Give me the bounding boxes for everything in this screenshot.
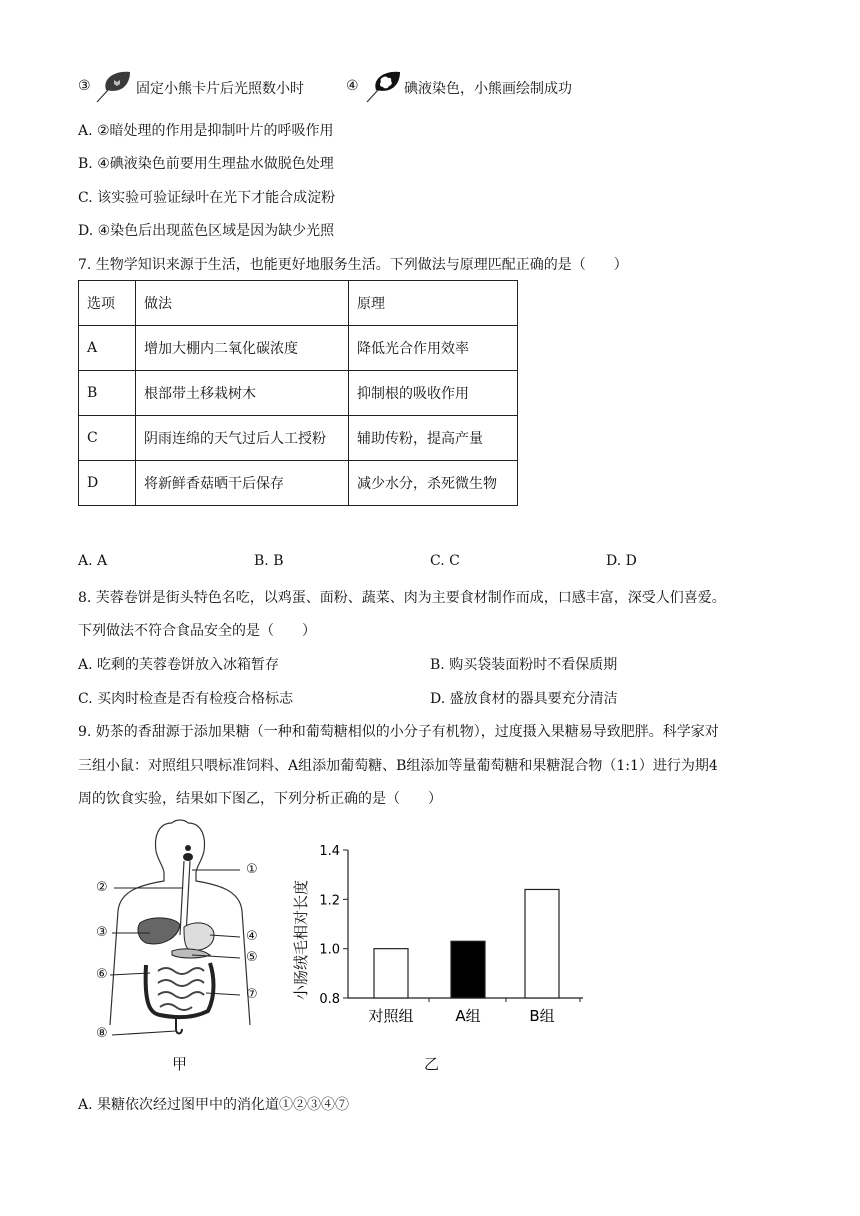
chart-bar bbox=[525, 889, 559, 998]
table-row bbox=[79, 371, 518, 416]
q8-option-b: B. 购买袋装面粉时不看保质期 bbox=[430, 657, 618, 673]
figure-label-1: ① bbox=[246, 862, 258, 877]
figure-label-4: ④ bbox=[246, 929, 258, 944]
q7-option-c: C. C bbox=[430, 553, 460, 569]
q6-option-b: B. ④碘液染色前要用生理盐水做脱色处理 bbox=[78, 156, 334, 172]
step4-text: 碘液染色，小熊画绘制成功 bbox=[404, 81, 572, 97]
leaf-bear-card-icon bbox=[94, 68, 134, 104]
q7-option-b: B. B bbox=[254, 553, 284, 569]
q8-stem-line1: 8. 芙蓉卷饼是街头特色名吃，以鸡蛋、面粉、蔬菜、肉为主要食材制作而成，口感丰富，深受人们喜爱。 bbox=[78, 590, 726, 606]
table-cell: 阴雨连绵的天气过后人工授粉 bbox=[136, 416, 349, 461]
table-header-cell: 原理 bbox=[349, 281, 518, 326]
chart-category-label: A组 bbox=[455, 1007, 481, 1025]
figure-label-7: ⑦ bbox=[246, 987, 258, 1002]
table-cell: D bbox=[79, 461, 136, 506]
q6-option-a: A. ②暗处理的作用是抑制叶片的呼吸作用 bbox=[78, 123, 334, 139]
q7-table bbox=[78, 280, 518, 506]
figure-label-5: ⑤ bbox=[246, 950, 258, 965]
chart-category-label: 对照组 bbox=[368, 1007, 414, 1025]
chart-y-tick-label: 1.2 bbox=[319, 893, 340, 909]
q8-option-c: C. 买肉时检查是否有检疫合格标志 bbox=[78, 691, 294, 707]
figure-label-3: ③ bbox=[96, 925, 108, 940]
table-cell: C bbox=[79, 416, 136, 461]
q8-stem-line2: 下列做法不符合食品安全的是（ ） bbox=[78, 623, 316, 639]
q6-option-d: D. ④染色后出现蓝色区域是因为缺少光照 bbox=[78, 223, 335, 239]
figure-yi-caption: 乙 bbox=[424, 1055, 440, 1073]
table-cell: 辅助传粉，提高产量 bbox=[349, 416, 518, 461]
table-cell: 增加大棚内二氧化碳浓度 bbox=[136, 326, 349, 371]
table-row bbox=[79, 416, 518, 461]
table-row bbox=[79, 326, 518, 371]
table-header-cell: 选项 bbox=[79, 281, 136, 326]
q7-stem: 7. 生物学知识来源于生活，也能更好地服务生活。下列做法与原理匹配正确的是（ ） bbox=[78, 257, 628, 273]
leaf-stained-bear-icon bbox=[364, 68, 404, 104]
table-cell: B bbox=[79, 371, 136, 416]
step4-number: ④ bbox=[346, 78, 359, 94]
chart-category-label: B组 bbox=[529, 1007, 555, 1025]
table-cell: A bbox=[79, 326, 136, 371]
table-cell: 减少水分，杀死微生物 bbox=[349, 461, 518, 506]
figure-jia-caption: 甲 bbox=[172, 1055, 188, 1073]
table-header-cell: 做法 bbox=[136, 281, 349, 326]
q9-stem-line3: 周的饮食实验，结果如下图乙，下列分析正确的是（ ） bbox=[78, 791, 442, 807]
table-cell: 抑制根的吸收作用 bbox=[349, 371, 518, 416]
q9-stem-line1: 9. 奶茶的香甜源于添加果糖（一种和葡萄糖相似的小分子有机物），过度摄入果糖易导致肥胖。科学家对 bbox=[78, 724, 719, 740]
q7-option-d: D. D bbox=[606, 553, 637, 569]
chart-y-tick-label: 1.0 bbox=[319, 942, 340, 958]
chart-bar bbox=[451, 941, 485, 998]
q9-option-a: A. 果糖依次经过图甲中的消化道①②③④⑦ bbox=[78, 1097, 350, 1113]
figure-label-6: ⑥ bbox=[96, 967, 108, 982]
table-header-row bbox=[79, 281, 518, 326]
q9-stem-line2: 三组小鼠：对照组只喂标准饲料、A组添加葡萄糖、B组添加等量葡萄糖和果糖混合物（1:1）进行为期4 bbox=[78, 758, 718, 774]
chart-y-axis-label: 小肠绒毛相对长度 bbox=[292, 879, 310, 1001]
table-cell: 根部带土移栽树木 bbox=[136, 371, 349, 416]
step3-number: ③ bbox=[78, 78, 91, 94]
q8-option-d: D. 盛放食材的器具要充分清洁 bbox=[430, 691, 618, 707]
table-row bbox=[79, 461, 518, 506]
figure-label-2: ② bbox=[96, 880, 108, 895]
chart-y-tick-label: 1.4 bbox=[319, 844, 340, 859]
bar-chart bbox=[288, 830, 598, 1040]
q6-option-c: C. 该实验可验证绿叶在光下才能合成淀粉 bbox=[78, 190, 336, 206]
table-cell: 降低光合作用效率 bbox=[349, 326, 518, 371]
chart-bar bbox=[374, 949, 408, 998]
figure-label-8: ⑧ bbox=[96, 1026, 108, 1041]
step3-text: 固定小熊卡片后光照数小时 bbox=[136, 81, 304, 97]
chart-y-tick-label: 0.8 bbox=[319, 992, 340, 1007]
q8-option-a: A. 吃剩的芙蓉卷饼放入冰箱暂存 bbox=[78, 657, 280, 673]
table-cell: 将新鲜香菇晒干后保存 bbox=[136, 461, 349, 506]
q7-option-a: A. A bbox=[78, 553, 108, 569]
